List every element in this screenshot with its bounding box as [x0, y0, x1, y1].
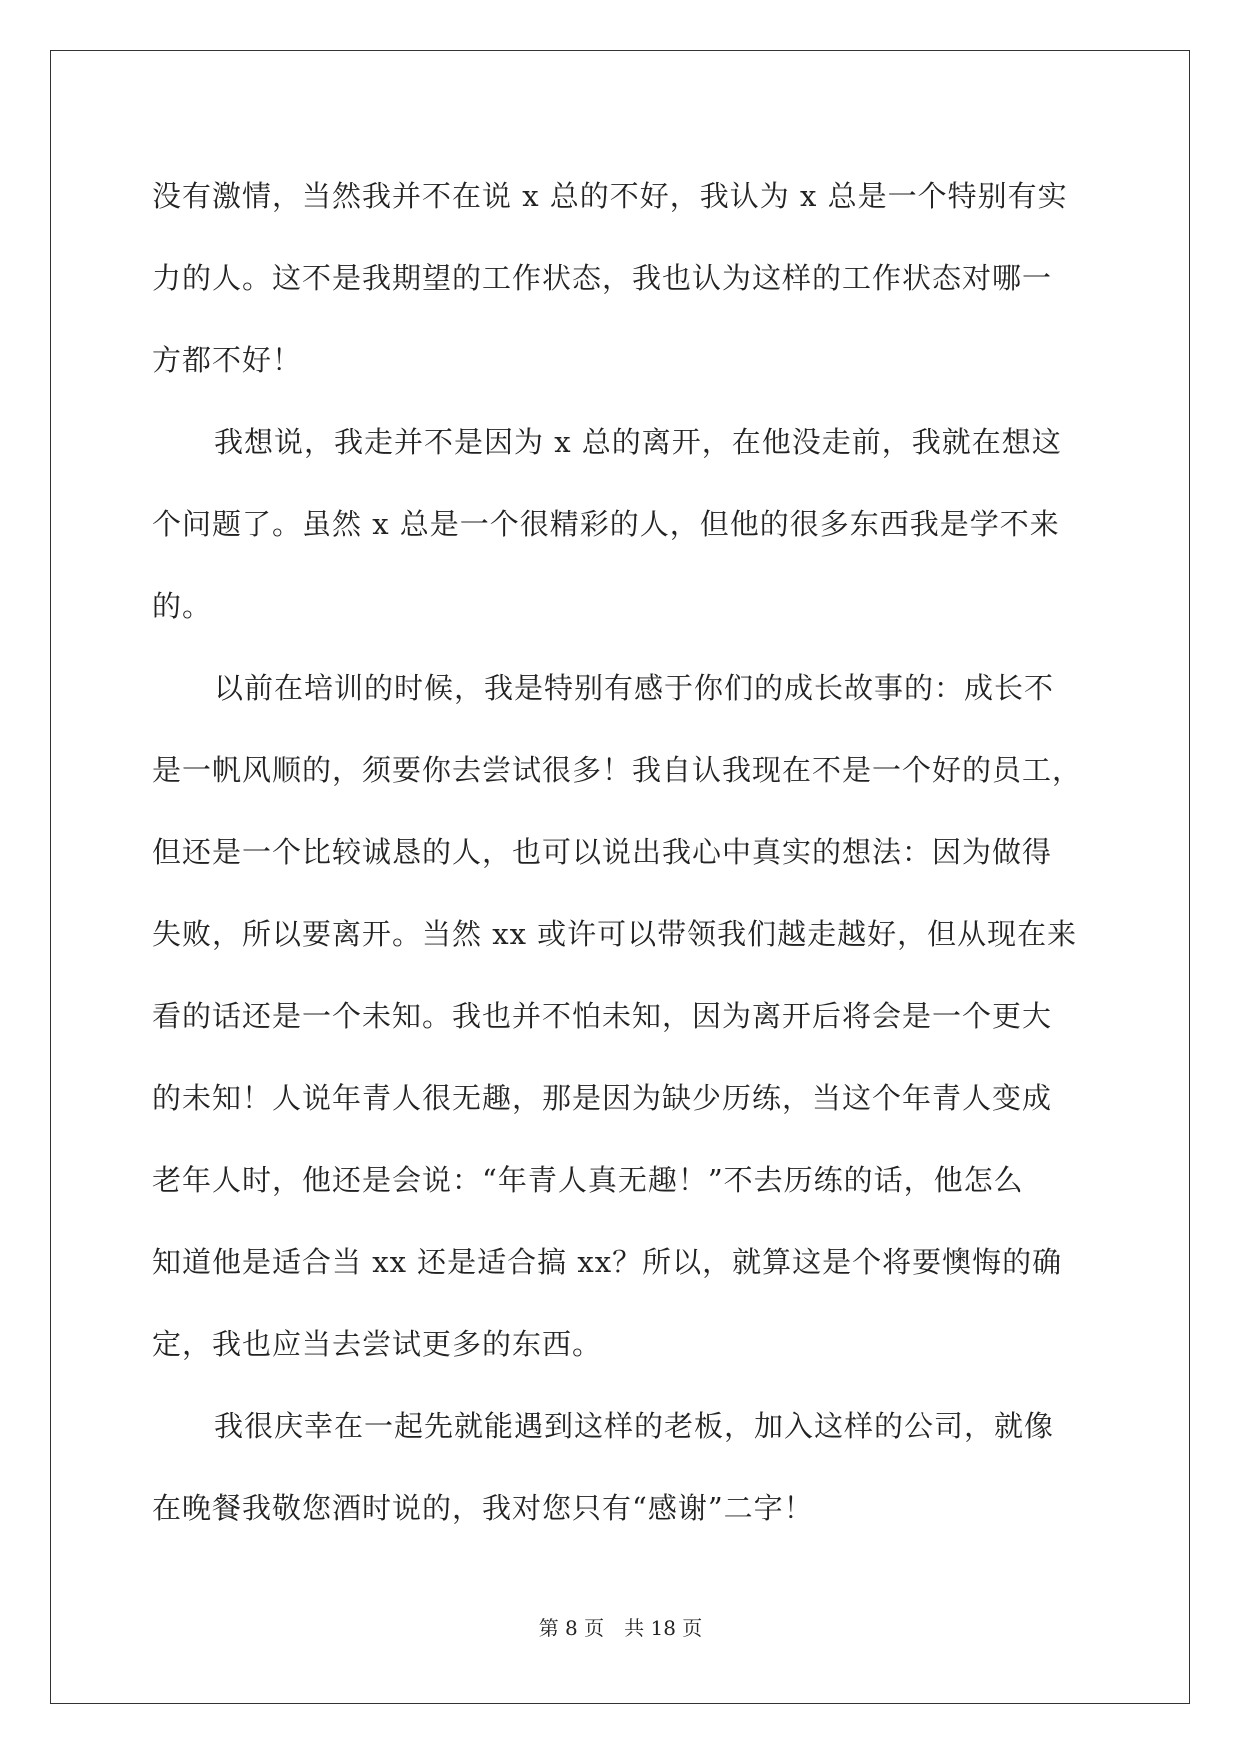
- text-line: 我很庆幸在一起先就能遇到这样的老板，加入这样的公司，就像: [214, 1409, 1055, 1443]
- text-line: 定，我也应当去尝试更多的东西。: [152, 1327, 603, 1361]
- text-line: 力的人。这不是我期望的工作状态，我也认为这样的工作状态对哪一: [152, 261, 1053, 295]
- text-line: 老年人时，他还是会说：“年青人真无趣！”不去历练的话，他怎么: [152, 1163, 1024, 1197]
- text-line: 我想说，我走并不是因为 x 总的离开，在他没走前，我就在想这: [214, 425, 1062, 459]
- text-line: 的未知！人说年青人很无趣，那是因为缺少历练，当这个年青人变成: [152, 1081, 1053, 1115]
- text-line: 知道他是适合当 xx 还是适合搞 xx？所以，就算这是个将要懊悔的确: [152, 1245, 1063, 1279]
- page-number: 第 8 页 共 18 页: [538, 1616, 703, 1640]
- text-line: 的。: [152, 589, 213, 623]
- text-line: 看的话还是一个未知。我也并不怕未知，因为离开后将会是一个更大: [152, 999, 1053, 1033]
- text-line: 是一帆风顺的，须要你去尝试很多！我自认我现在不是一个好的员工，: [152, 753, 1083, 787]
- document-body: [152, 155, 1097, 1549]
- text-line: 个问题了。虽然 x 总是一个很精彩的人，但他的很多东西我是学不来: [152, 507, 1060, 541]
- text-line: 但还是一个比较诚恳的人，也可以说出我心中真实的想法：因为做得: [152, 835, 1053, 869]
- text-line: 以前在培训的时候，我是特别有感于你们的成长故事的：成长不: [214, 671, 1055, 705]
- text-line: 没有激情，当然我并不在说 x 总的不好，我认为 x 总是一个特别有实: [152, 179, 1068, 213]
- text-line: 方都不好！: [152, 343, 303, 377]
- text-line: 在晚餐我敬您酒时说的，我对您只有“感谢”二字！: [152, 1491, 814, 1525]
- text-line: 失败，所以要离开。当然 xx 或许可以带领我们越走越好，但从现在来: [152, 917, 1078, 951]
